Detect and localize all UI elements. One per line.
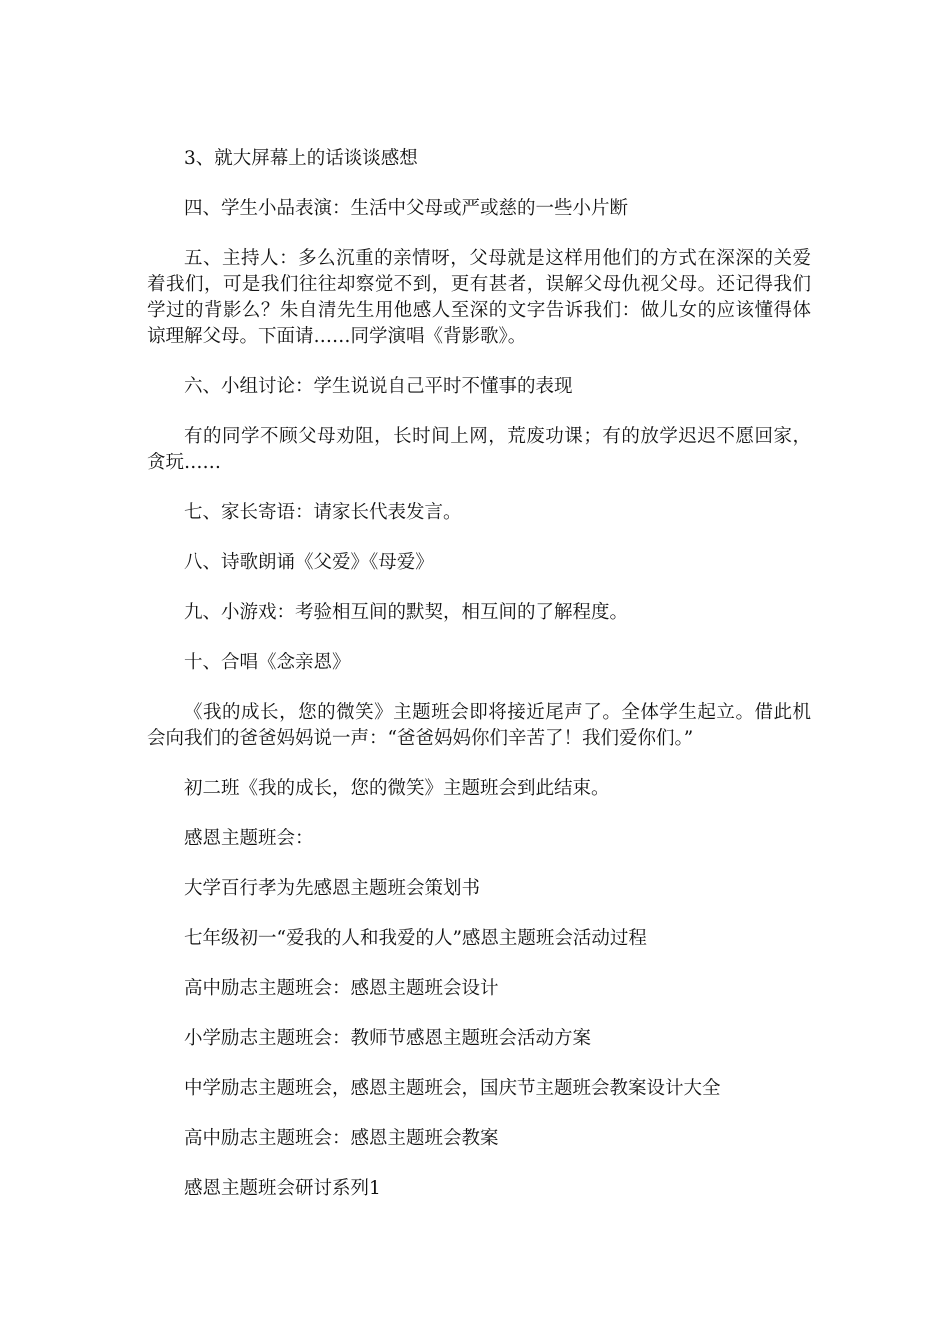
paragraph-step-8: 八、诗歌朗诵《父爱》《母爱》 [184,552,434,573]
paragraph-closing: 《我的成长，您的微笑》主题班会即将接近尾声了。全体学生起立。借此机会向我们的爸爸妈妈说一声：“爸爸妈妈你们辛苦了！我们爱你们。” [147,702,811,749]
paragraph-step-7: 七、家长寄语：请家长代表发言。 [184,502,462,523]
related-item: 高中励志主题班会：感恩主题班会设计 [184,978,499,999]
related-item: 感恩主题班会研讨系列1 [184,1178,381,1199]
related-item: 小学励志主题班会：教师节感恩主题班会活动方案 [184,1028,592,1049]
paragraph-step-6: 六、小组讨论：学生说说自己平时不懂事的表现 [184,376,573,397]
related-item: 七年级初一“爱我的人和我爱的人”感恩主题班会活动过程 [184,928,647,949]
paragraph-discussion-example: 有的同学不顾父母劝阻，长时间上网，荒废功课；有的放学迟迟不愿回家，贪玩…… [147,426,811,473]
paragraph-step-9: 九、小游戏：考验相互间的默契，相互间的了解程度。 [184,602,629,623]
related-item: 大学百行孝为先感恩主题班会策划书 [184,878,481,899]
paragraph-step-3: 3、就大屏幕上的话谈谈感想 [184,148,418,169]
paragraph-step-10: 十、合唱《念亲恩》 [184,652,351,673]
paragraph-step-5: 五、主持人：多么沉重的亲情呀，父母就是这样用他们的方式在深深的关爱着我们，可是我们往往却察觉不到，更有甚者，误解父母仇视父母。还记得我们学过的背影么？朱自清先生用他感人至深的文字告诉我们：做儿女的应该懂得体谅理解父母。下面请……同学演唱《背影歌》。 [147,248,811,347]
paragraph-step-4: 四、学生小品表演：生活中父母或严或慈的一些小片断 [184,198,629,219]
related-heading: 感恩主题班会： [184,828,314,849]
related-item: 高中励志主题班会：感恩主题班会教案 [184,1128,499,1149]
document-body [147,146,811,1202]
paragraph-end: 初二班《我的成长，您的微笑》主题班会到此结束。 [184,778,610,799]
related-item: 中学励志主题班会，感恩主题班会，国庆节主题班会教案设计大全 [184,1078,721,1099]
